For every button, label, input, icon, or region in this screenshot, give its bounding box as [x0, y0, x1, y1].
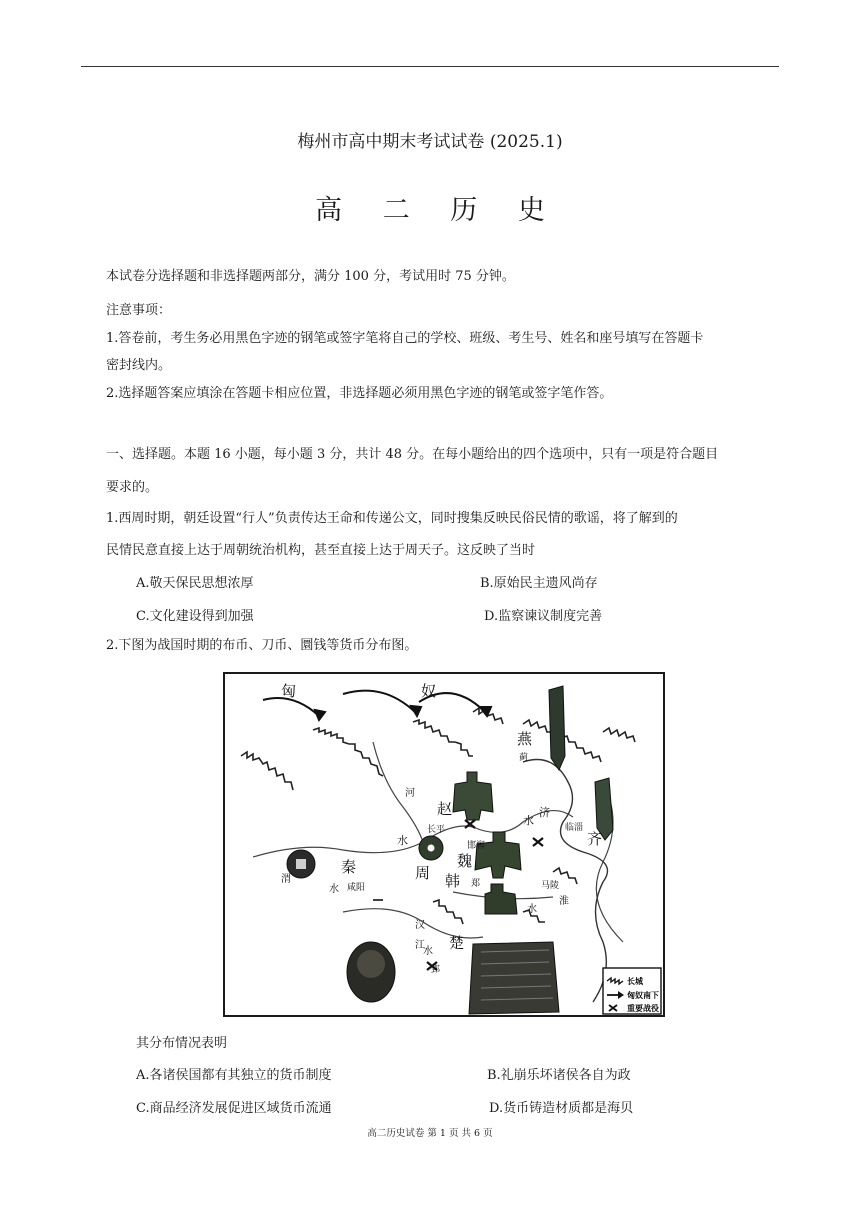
label-han-river: 汉: [415, 920, 425, 931]
bronze-money-chu: [469, 942, 559, 1014]
label-zheng: 郑: [471, 879, 481, 889]
exam-title: 梅州市高中期末考试试卷 (2025.1): [297, 132, 563, 152]
exam-statement: 本试卷分选择题和非选择题两部分，满分 100 分，考试用时 75 分钟。: [106, 269, 515, 284]
label-yan: 燕: [517, 730, 533, 748]
label-zhao: 赵: [437, 800, 453, 818]
subject-title: 高 二 历 史: [315, 195, 561, 226]
label-qin: 秦: [341, 858, 357, 876]
notice-item-2: 2.选择题答案应填涂在答题卡相应位置，非选择题必须用黑色字迹的钢笔或签字笔作答。: [106, 386, 613, 401]
label-he: 河: [405, 788, 415, 799]
question-2-stem: 2.下图为战国时期的布币、刀币、圜钱等货币分布图。: [106, 638, 418, 653]
q1-option-d[interactable]: D.监察谏议制度完善: [484, 609, 603, 624]
label-chu: 楚: [449, 934, 465, 952]
label-xiongnu-1: 匈: [281, 682, 297, 700]
label-maling: 马陵: [541, 881, 560, 891]
label-ji: 蓟: [519, 753, 529, 763]
section-heading: 一、选择题。本题 16 小题，每小题 3 分，共计 48 分。在每小题给出的四个选项中，只有一项是符合题目: [106, 447, 719, 462]
question-1-stem-cont: 民情民意直接上达于周朝统治机构，甚至直接上达于周天子。这反映了当时: [106, 543, 536, 558]
round-coin-zhou: [419, 836, 443, 860]
label-jiang: 江: [415, 940, 425, 951]
section-heading-cont: 要求的。: [106, 480, 159, 495]
q2-option-b[interactable]: B.礼崩乐坏诸侯各自为政: [487, 1068, 631, 1083]
label-qi: 齐: [587, 830, 603, 848]
label-wei: 魏: [457, 852, 473, 870]
q1-option-a[interactable]: A.敬天保民思想浓厚: [136, 576, 254, 591]
notice-item-1-cont: 密封线内。: [106, 358, 172, 373]
currency-distribution-map: [223, 672, 665, 1017]
q2-option-a[interactable]: A.各诸侯国都有其独立的货币制度: [136, 1068, 332, 1083]
legend-battle-label: 重要战役: [627, 1003, 659, 1013]
q1-option-c[interactable]: C.文化建设得到加强: [136, 609, 254, 624]
q2-option-c[interactable]: C.商品经济发展促进区域货币流通: [136, 1101, 332, 1116]
header-rule: [81, 66, 779, 67]
label-wei-river: 渭: [281, 874, 291, 885]
label-ying: 郢: [431, 965, 441, 975]
round-coin-qin: [287, 850, 315, 878]
label-handan: 邯郸: [467, 841, 486, 851]
label-xianyang: 咸阳: [347, 883, 366, 893]
label-shui-han: 水: [423, 946, 433, 957]
page-footer: 高二历史试卷 第 1 页 共 6 页: [367, 1128, 493, 1139]
label-zhou: 周: [415, 864, 431, 882]
notice-heading: 注意事项：: [106, 303, 172, 318]
label-huai: 淮: [559, 896, 569, 907]
shell-money: [347, 942, 395, 1002]
label-shui-ji: 水: [523, 814, 534, 827]
label-shui-huai: 水: [527, 904, 537, 915]
q2-option-d[interactable]: D.货币铸造材质都是海贝: [489, 1101, 634, 1116]
label-shui-wei: 水: [329, 884, 339, 895]
legend-migration-label: 匈奴南下: [627, 990, 659, 1000]
label-han: 韩: [445, 872, 461, 890]
question-1-stem: 1.西周时期，朝廷设置“行人”负责传达王命和传递公文，同时搜集反映民俗民情的歌谣，将了解到的: [106, 511, 678, 526]
map-legend: [603, 968, 661, 1014]
label-shui-he: 水: [397, 834, 408, 847]
label-changping: 长平: [427, 825, 446, 835]
question-2-lead: 其分布情况表明: [136, 1036, 228, 1051]
notice-item-1: 1.答卷前，考生务必用黑色字迹的钢笔或签字笔将自己的学校、班级、考生号、姓名和座号填写在答题卡: [106, 331, 704, 346]
legend-wall-label: 长城: [627, 976, 643, 986]
label-linzi: 临淄: [565, 823, 584, 833]
label-ji-river: 济: [539, 806, 550, 819]
label-xiongnu-2: 奴: [421, 682, 437, 700]
knife-coin-yan: [549, 686, 565, 770]
q1-option-b[interactable]: B.原始民主遗风尚存: [480, 576, 598, 591]
